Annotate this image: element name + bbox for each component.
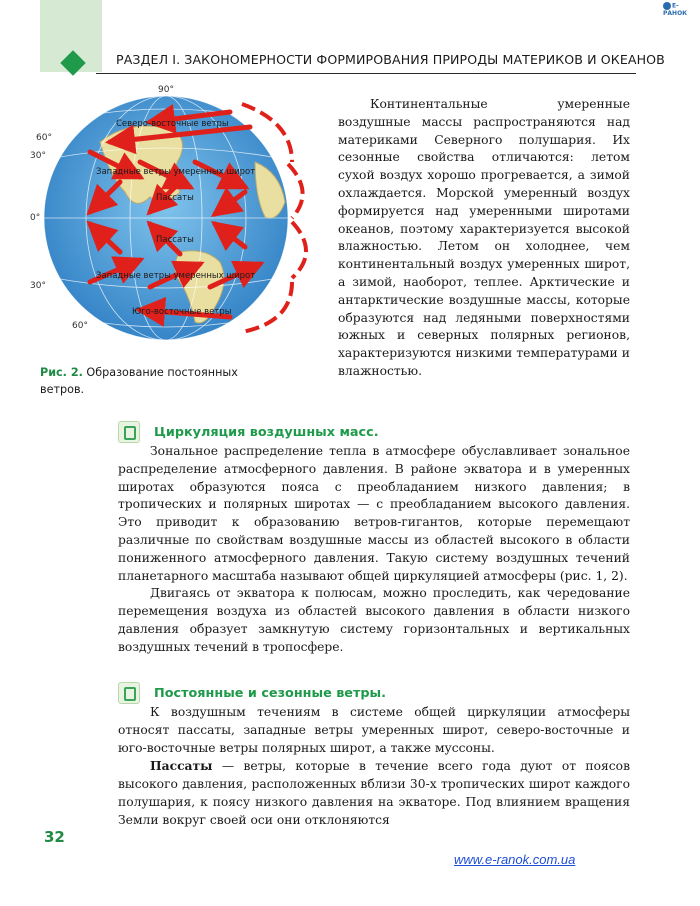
- wind-label-westerlies-n: Западные ветры умеренных широт: [96, 167, 256, 177]
- right-paragraph: Континентальные умеренные воздушные массы распространяются над материками Северного полушария. Их сезонные свойства отличаются: летом сухой воздух хорошо прогревается, а зимой охлаждается. Морской умеренный воздух формируется над умеренными широтами океанов, поэтому характеризуется высокой влажностью. Летом он холоднее, чем континентальный воздух умеренных широт, а зимой, наоборот, теплее. Арктические и антарктические воздушные массы, которые образуются над ледяными поверхностями южных и северных полярных регионов, характеризуются низкими температурами и влажностью.: [338, 97, 630, 378]
- publisher-site-link[interactable]: www.e-ranok.com.ua: [454, 852, 576, 867]
- term-trade-winds: Пассаты: [150, 758, 213, 774]
- winds-paragraph-1: К воздушным течениям в системе общей циркуляции атмосферы относят пассаты, западные ветры умеренных широт, северо-восточные и юго-восточные ветры полярных широт, а также муссоны.: [118, 705, 630, 755]
- section-circulation-title: Циркуляция воздушных масс.: [154, 424, 379, 440]
- section-circulation-heading: [118, 421, 379, 443]
- lat-label-60s: 60°: [72, 321, 88, 331]
- section-winds-body: [118, 704, 630, 830]
- wind-label-trades-s: Пассаты: [156, 235, 194, 245]
- section-winds-title: Постоянные и сезонные ветры.: [154, 685, 386, 701]
- wind-label-westerlies-s: Западные ветры умеренных широт: [96, 271, 256, 281]
- section-winds-heading: [118, 682, 386, 704]
- caption-text: Образование постоянных ветров.: [40, 366, 238, 396]
- figure-caption: [40, 364, 280, 398]
- lat-label-30n: 30°: [30, 151, 46, 161]
- circulation-paragraph-1: Зональное распределение тепла в атмосфере обуславливает зональное распределение атмосферного давления. В районе экватора и в умеренных широтах образуются пояса с преобладанием низкого давления; в тропических и полярных широтах — с преобладанием высокого давления. Это приводит к образованию ветров-гигантов, которые перемещают различные по свойствам воздушные массы из областей высокого в области пониженного атмосферного давления. Такую систему воздушных течений планетарного масштаба называют общей циркуляцией атмосферы (рис. 1, 2).: [118, 444, 630, 583]
- globe-svg: [30, 82, 330, 352]
- running-header: РАЗДЕЛ I. ЗАКОНОМЕРНОСТИ ФОРМИРОВАНИЯ ПРИРОДЫ МАТЕРИКОВ И ОКЕАНОВ: [116, 52, 665, 67]
- lat-label-60n: 60°: [36, 133, 52, 143]
- trade-winds-definition: — ветры, которые в течение всего года дуют от поясов высокого давления, расположенных вблизи 30-х тропических широт каждого полушария, к поясу низкого давления на экваторе. Под влиянием вращения Земли вокруг своей оси они отклоняются: [118, 759, 630, 827]
- page-number: 32: [44, 828, 65, 846]
- wind-label-se: Юго-восточные ветры: [132, 307, 232, 317]
- header-rule: [96, 73, 636, 74]
- wind-label-ne: Северо-восточные ветры: [116, 119, 229, 129]
- lat-label-90: 90°: [158, 85, 174, 95]
- globe-figure: [30, 82, 330, 352]
- caption-label: Рис. 2.: [40, 366, 83, 379]
- section-circulation-body: [118, 443, 630, 657]
- lat-label-0: 0°: [30, 213, 41, 223]
- section-marker-icon: [118, 682, 140, 704]
- lat-label-30s: 30°: [30, 281, 46, 291]
- publisher-logo: Е-РАНОК: [663, 2, 688, 17]
- section-marker-icon: [118, 421, 140, 443]
- wind-label-trades-n: Пассаты: [156, 193, 194, 203]
- circulation-paragraph-2: Двигаясь от экватора к полюсам, можно проследить, как чередование перемещения воздуха из областей высокого давления в области низкого давления образует замкнутую систему горизонтальных и вертикальных воздушных течений в тропосфере.: [118, 586, 630, 654]
- air-masses-paragraph: [338, 96, 630, 381]
- winds-paragraph-2: [118, 757, 630, 829]
